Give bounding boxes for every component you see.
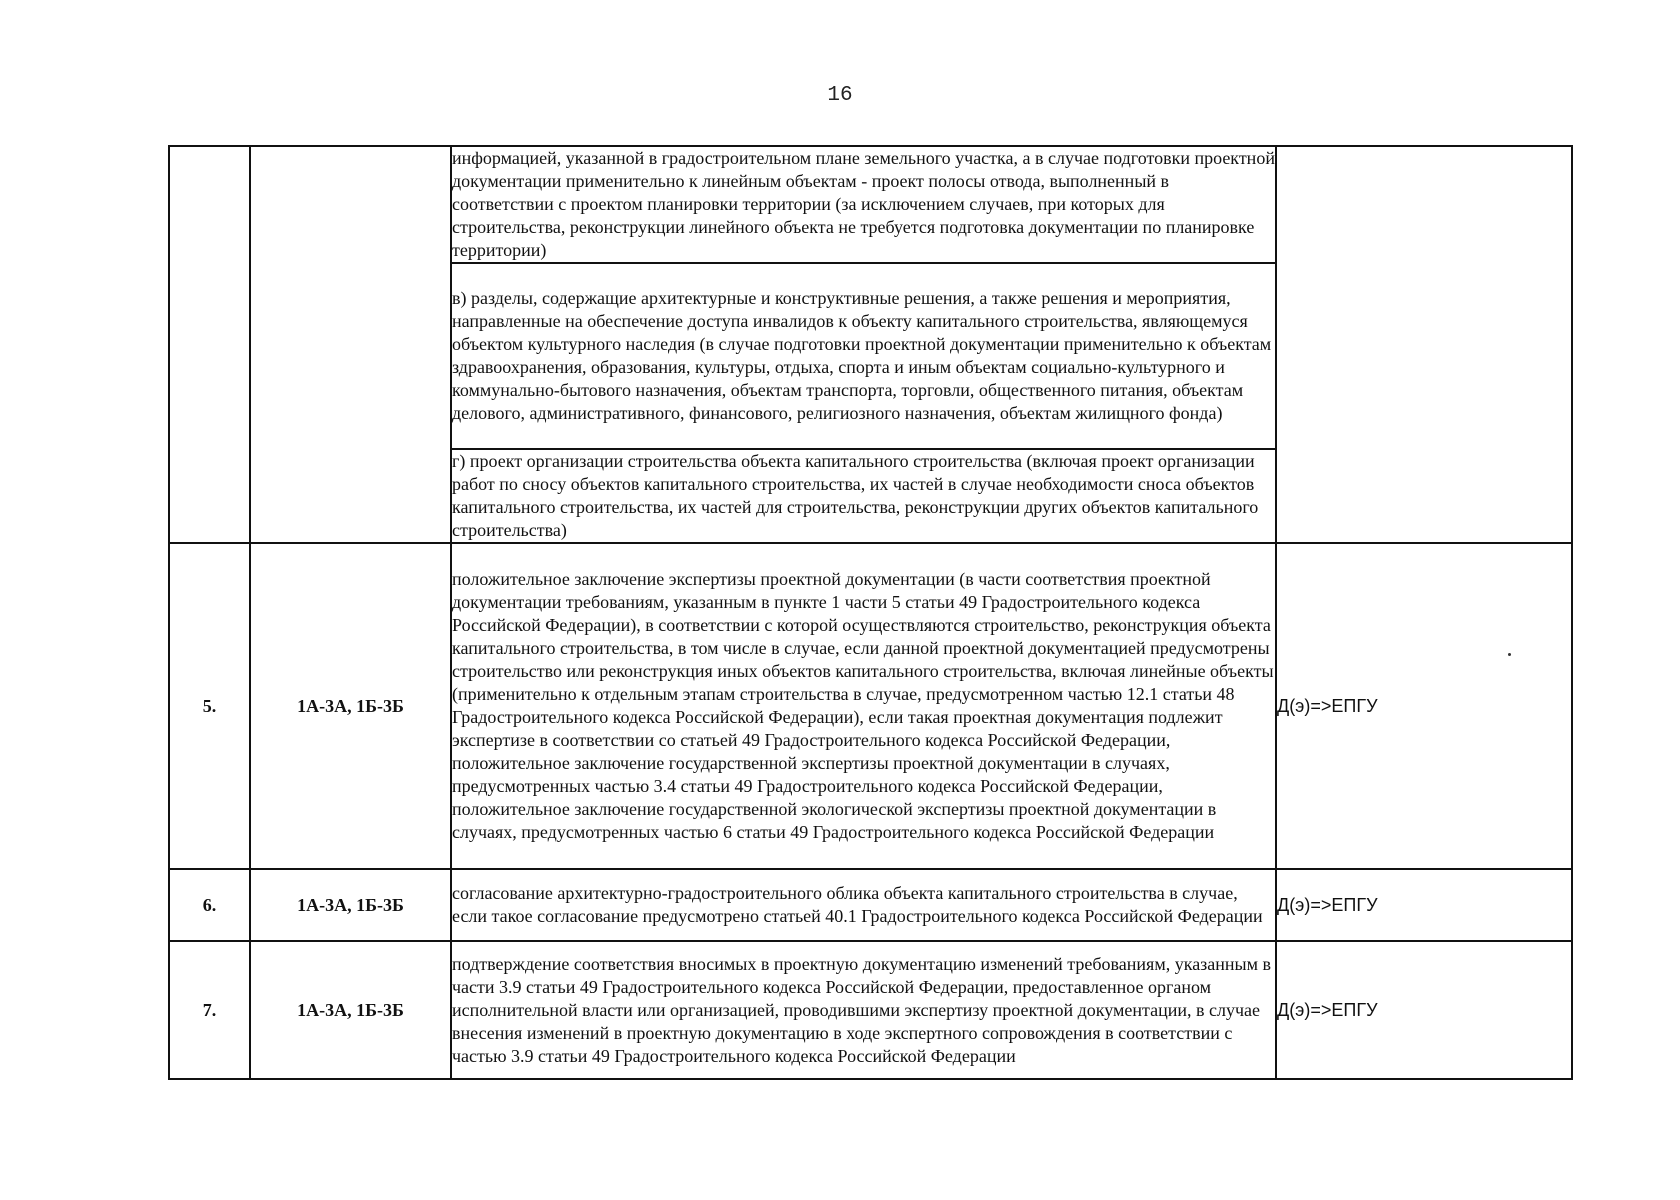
table-row <box>169 869 1572 941</box>
row-number-cell-empty <box>169 146 250 543</box>
document-description: информацией, указанной в градостроительном плане земельного участка, а в случае подготовки проектной документации применительно к линейным объектам - проект полосы отвода, выполненный в соответствии с проектом планировки территории (за исключением случаев, при которых для строительства, реконструкции линейного объекта не требуется подготовка документации по планировке территории) <box>451 146 1276 263</box>
row-number: 7. <box>169 941 250 1079</box>
requirements-table <box>168 145 1573 1080</box>
page-number: 16 <box>827 84 853 107</box>
submission-method: Д(э)=>ЕПГУ <box>1276 869 1572 941</box>
row-code: 1А-3А, 1Б-3Б <box>250 543 451 869</box>
document-description: г) проект организации строительства объекта капитального строительства (включая проект организации работ по сносу объектов капитального строительства, их частей в случае необходимости сноса объектов капитального строительства, их частей для строительства, реконструкции других объектов капитального строительства) <box>451 449 1276 543</box>
document-description: положительное заключение экспертизы проектной документации (в части соответствия проектной документации требованиям, указанным в пункте 1 части 5 статьи 49 Градостроительного кодекса Российской Федерации), в соответствии с которой осуществляются строительство, реконструкция объекта капитального строительства, в том числе в случае, если данной проектной документацией предусмотрены строительство или реконструкция иных объектов капитального строительства, включая линейные объекты (применительно к отдельным этапам строительства в случае, предусмотренном частью 12.1 статьи 48 Градостроительного кодекса Российской Федерации), если такая проектная документация подлежит экспертизе в соответствии со статьей 49 Градостроительного кодекса Российской Федерации, положительное заключение государственной экспертизы проектной документации в случаях, предусмотренных частью 3.4 статьи 49 Градостроительного кодекса Российской Федерации, положительное заключение государственной экологической экспертизы проектной документации в случаях, предусмотренных частью 6 статьи 49 Градостроительного кодекса Российской Федерации <box>451 543 1276 869</box>
document-description: согласование архитектурно-градостроительного облика объекта капитального строительства в случае, если такое согласование предусмотрено статьей 40.1 Градостроительного кодекса Российской Федерации <box>451 869 1276 941</box>
table-row <box>169 941 1572 1079</box>
row-number: 6. <box>169 869 250 941</box>
table-row-continued-a <box>169 146 1572 263</box>
scan-speck <box>1508 653 1511 656</box>
submission-method: Д(э)=>ЕПГУ <box>1276 941 1572 1079</box>
document-description: в) разделы, содержащие архитектурные и конструктивные решения, а также решения и мероприятия, направленные на обеспечение доступа инвалидов к объекту капитального строительства, являющемуся объектом культурного наследия (в случае подготовки проектной документации применительно к объектам здравоохранения, образования, культуры, отдыха, спорта и иным объектам социально-культурного и коммунально-бытового назначения, объектам транспорта, торговли, общественного питания, объектам делового, административного, финансового, религиозного назначения, объектам жилищного фонда) <box>451 263 1276 449</box>
row-code: 1А-3А, 1Б-3Б <box>250 869 451 941</box>
row-code-cell-empty <box>250 146 451 543</box>
row-number: 5. <box>169 543 250 869</box>
submission-method: Д(э)=>ЕПГУ <box>1276 543 1572 869</box>
document-description: подтверждение соответствия вносимых в проектную документацию изменений требованиям, указанным в части 3.9 статьи 49 Градостроительного кодекса Российской Федерации, предоставленное органом исполнительной власти или организацией, проводившими экспертизу проектной документации, в случае внесения изменений в проектную документацию в ходе экспертного сопровождения в соответствии с частью 3.9 статьи 49 Градостроительного кодекса Российской Федерации <box>451 941 1276 1079</box>
row-code: 1А-3А, 1Б-3Б <box>250 941 451 1079</box>
table-row <box>169 543 1572 869</box>
submission-method-cell-empty <box>1276 146 1572 543</box>
